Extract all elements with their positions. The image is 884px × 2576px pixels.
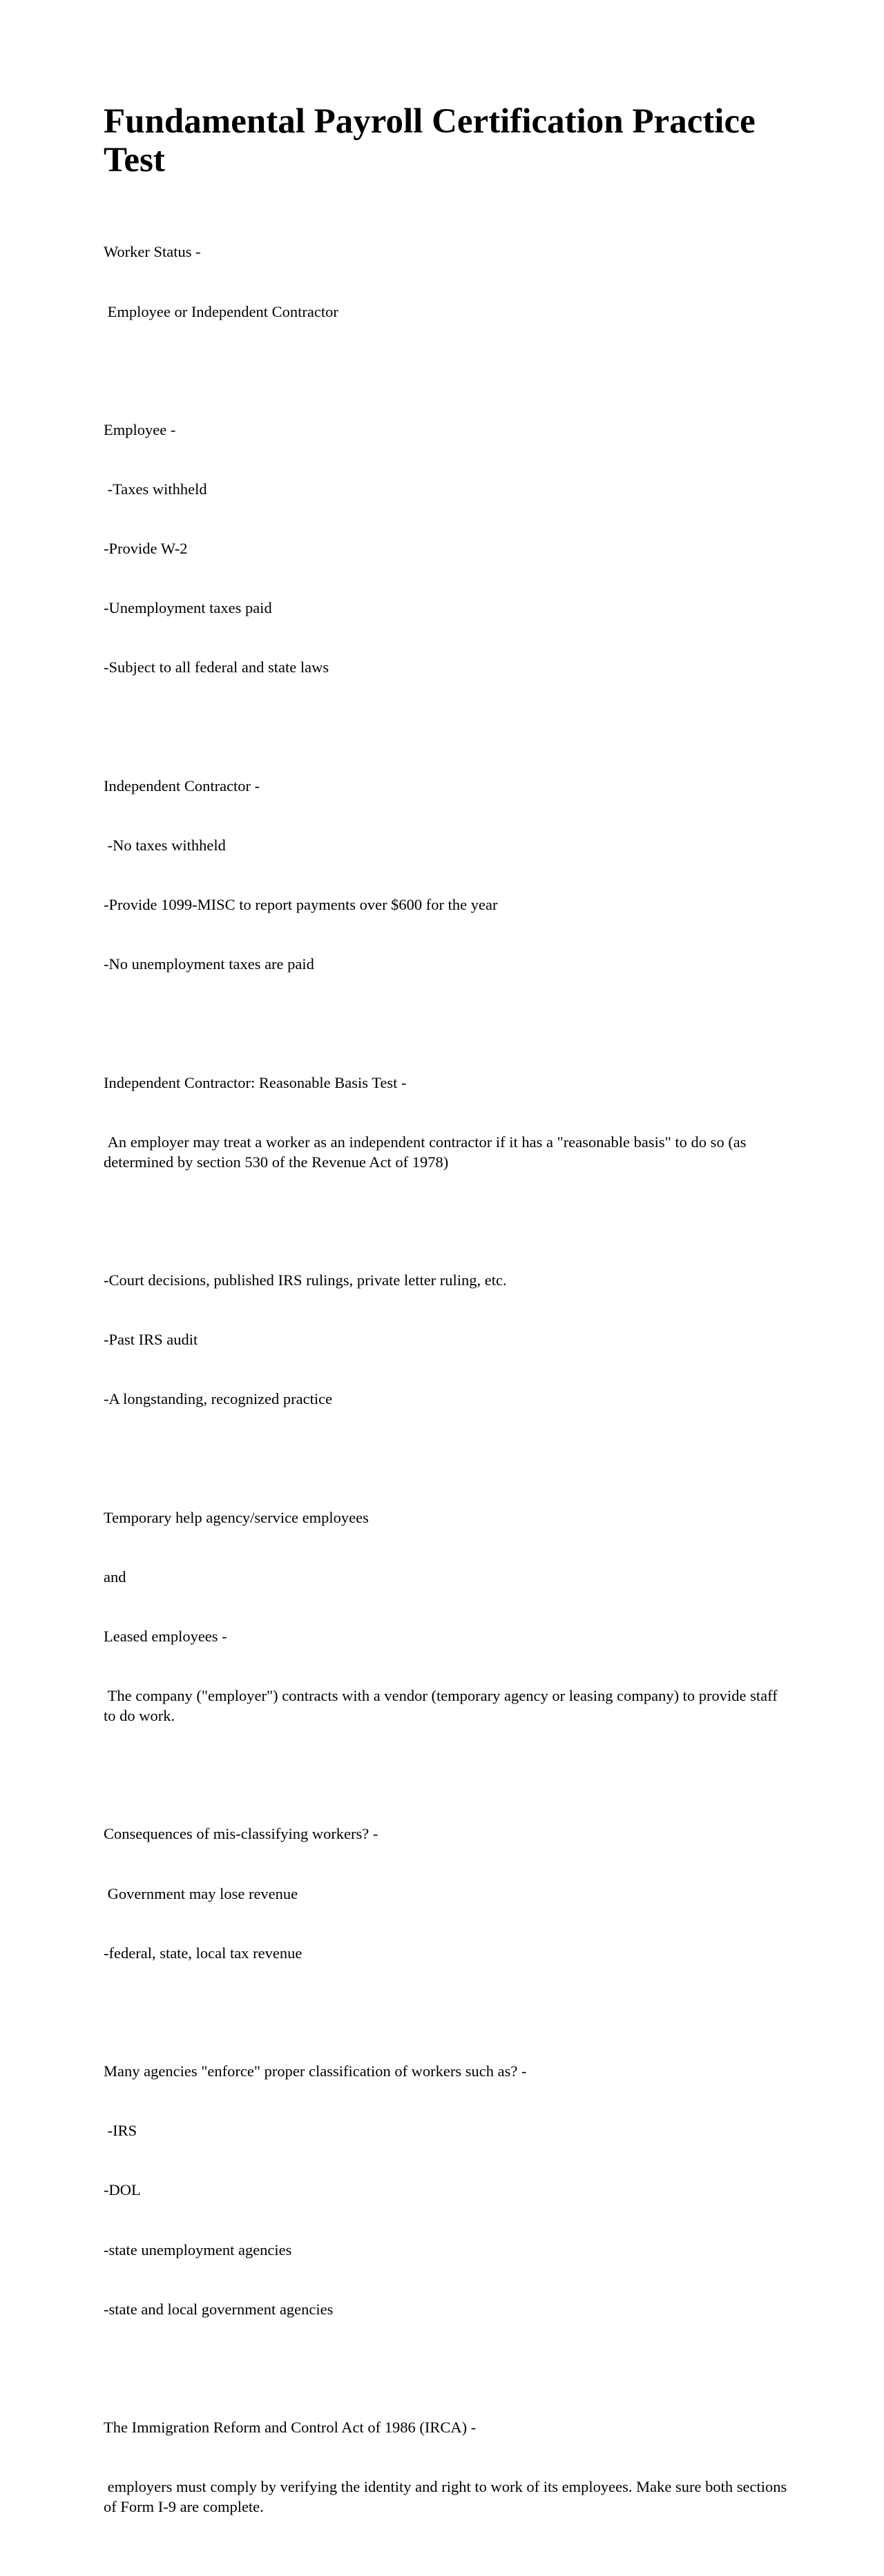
- answer-line: -Subject to all federal and state laws: [104, 658, 329, 676]
- question-text: The Immigration Reform and Control Act of 1986 (IRCA) -: [104, 2419, 477, 2437]
- answer-line: Employee or Independent Contractor: [104, 302, 338, 320]
- question-text: Temporary help agency/service employees: [104, 1508, 369, 1526]
- answer-line: -DOL: [104, 2181, 141, 2199]
- answer-line: -IRS: [104, 2122, 137, 2140]
- answer-line: -No taxes withheld: [104, 837, 226, 855]
- answer-line: -Provide 1099-MISC to report payments over $600 for the year: [104, 896, 498, 914]
- question-text: Independent Contractor -: [104, 777, 260, 794]
- question-text: Worker Status -: [104, 243, 201, 261]
- answer-line: -Court decisions, published IRS rulings, private letter ruling, etc.: [104, 1271, 507, 1289]
- qa-item: [104, 1231, 787, 1450]
- qa-item: [104, 2379, 791, 2557]
- answer-line: An employer may treat a worker as an independent contractor if it has a "reasonable basis" to do so (as determined by section 530 of the Revenue Act of 1978): [104, 1133, 751, 1171]
- answer-line: -federal, state, local tax revenue: [104, 1944, 302, 1962]
- answer-line: -state and local government agencies: [104, 2300, 334, 2318]
- question-text: Many agencies "enforce" proper classification of workers such as? -: [104, 2062, 527, 2080]
- document-page: [104, 102, 791, 2576]
- qa-item: [104, 381, 787, 718]
- qa-item: [104, 203, 787, 362]
- answer-line: -Provide W-2: [104, 540, 188, 558]
- answer-line: -No unemployment taxes are paid: [104, 955, 314, 973]
- answer-line: -Unemployment taxes paid: [104, 599, 272, 617]
- question-text: Independent Contractor: Reasonable Basis Test -: [104, 1073, 407, 1091]
- answer-line: -Taxes withheld: [104, 480, 207, 498]
- question-text: Employee -: [104, 421, 176, 439]
- answer-line: -Past IRS audit: [104, 1331, 198, 1349]
- qa-item: [104, 1468, 787, 1766]
- qa-item: [104, 1785, 787, 2003]
- answer-line: -A longstanding, recognized practice: [104, 1390, 333, 1408]
- qa-item: [104, 737, 787, 1015]
- question-text: Consequences of mis-classifying workers? -: [104, 1825, 378, 1843]
- qa-item: [104, 1033, 787, 1211]
- answer-line: -state unemployment agencies: [104, 2241, 292, 2258]
- document-title: Fundamental Payroll Certification Practice Test: [104, 102, 756, 179]
- qa-item: [104, 2022, 787, 2359]
- answer-line: and: [104, 1568, 126, 1585]
- answer-line: Leased employees -: [104, 1628, 227, 1646]
- answer-line: employers must comply by verifying the identity and right to work of its employees. Make sure both sections of Form I-9 are complete.: [104, 2478, 791, 2515]
- answer-line: The company ("employer") contracts with a vendor (temporary agency or leasing company) to provide staff to do work.: [104, 1687, 782, 1724]
- answer-line: Government may lose revenue: [104, 1884, 298, 1902]
